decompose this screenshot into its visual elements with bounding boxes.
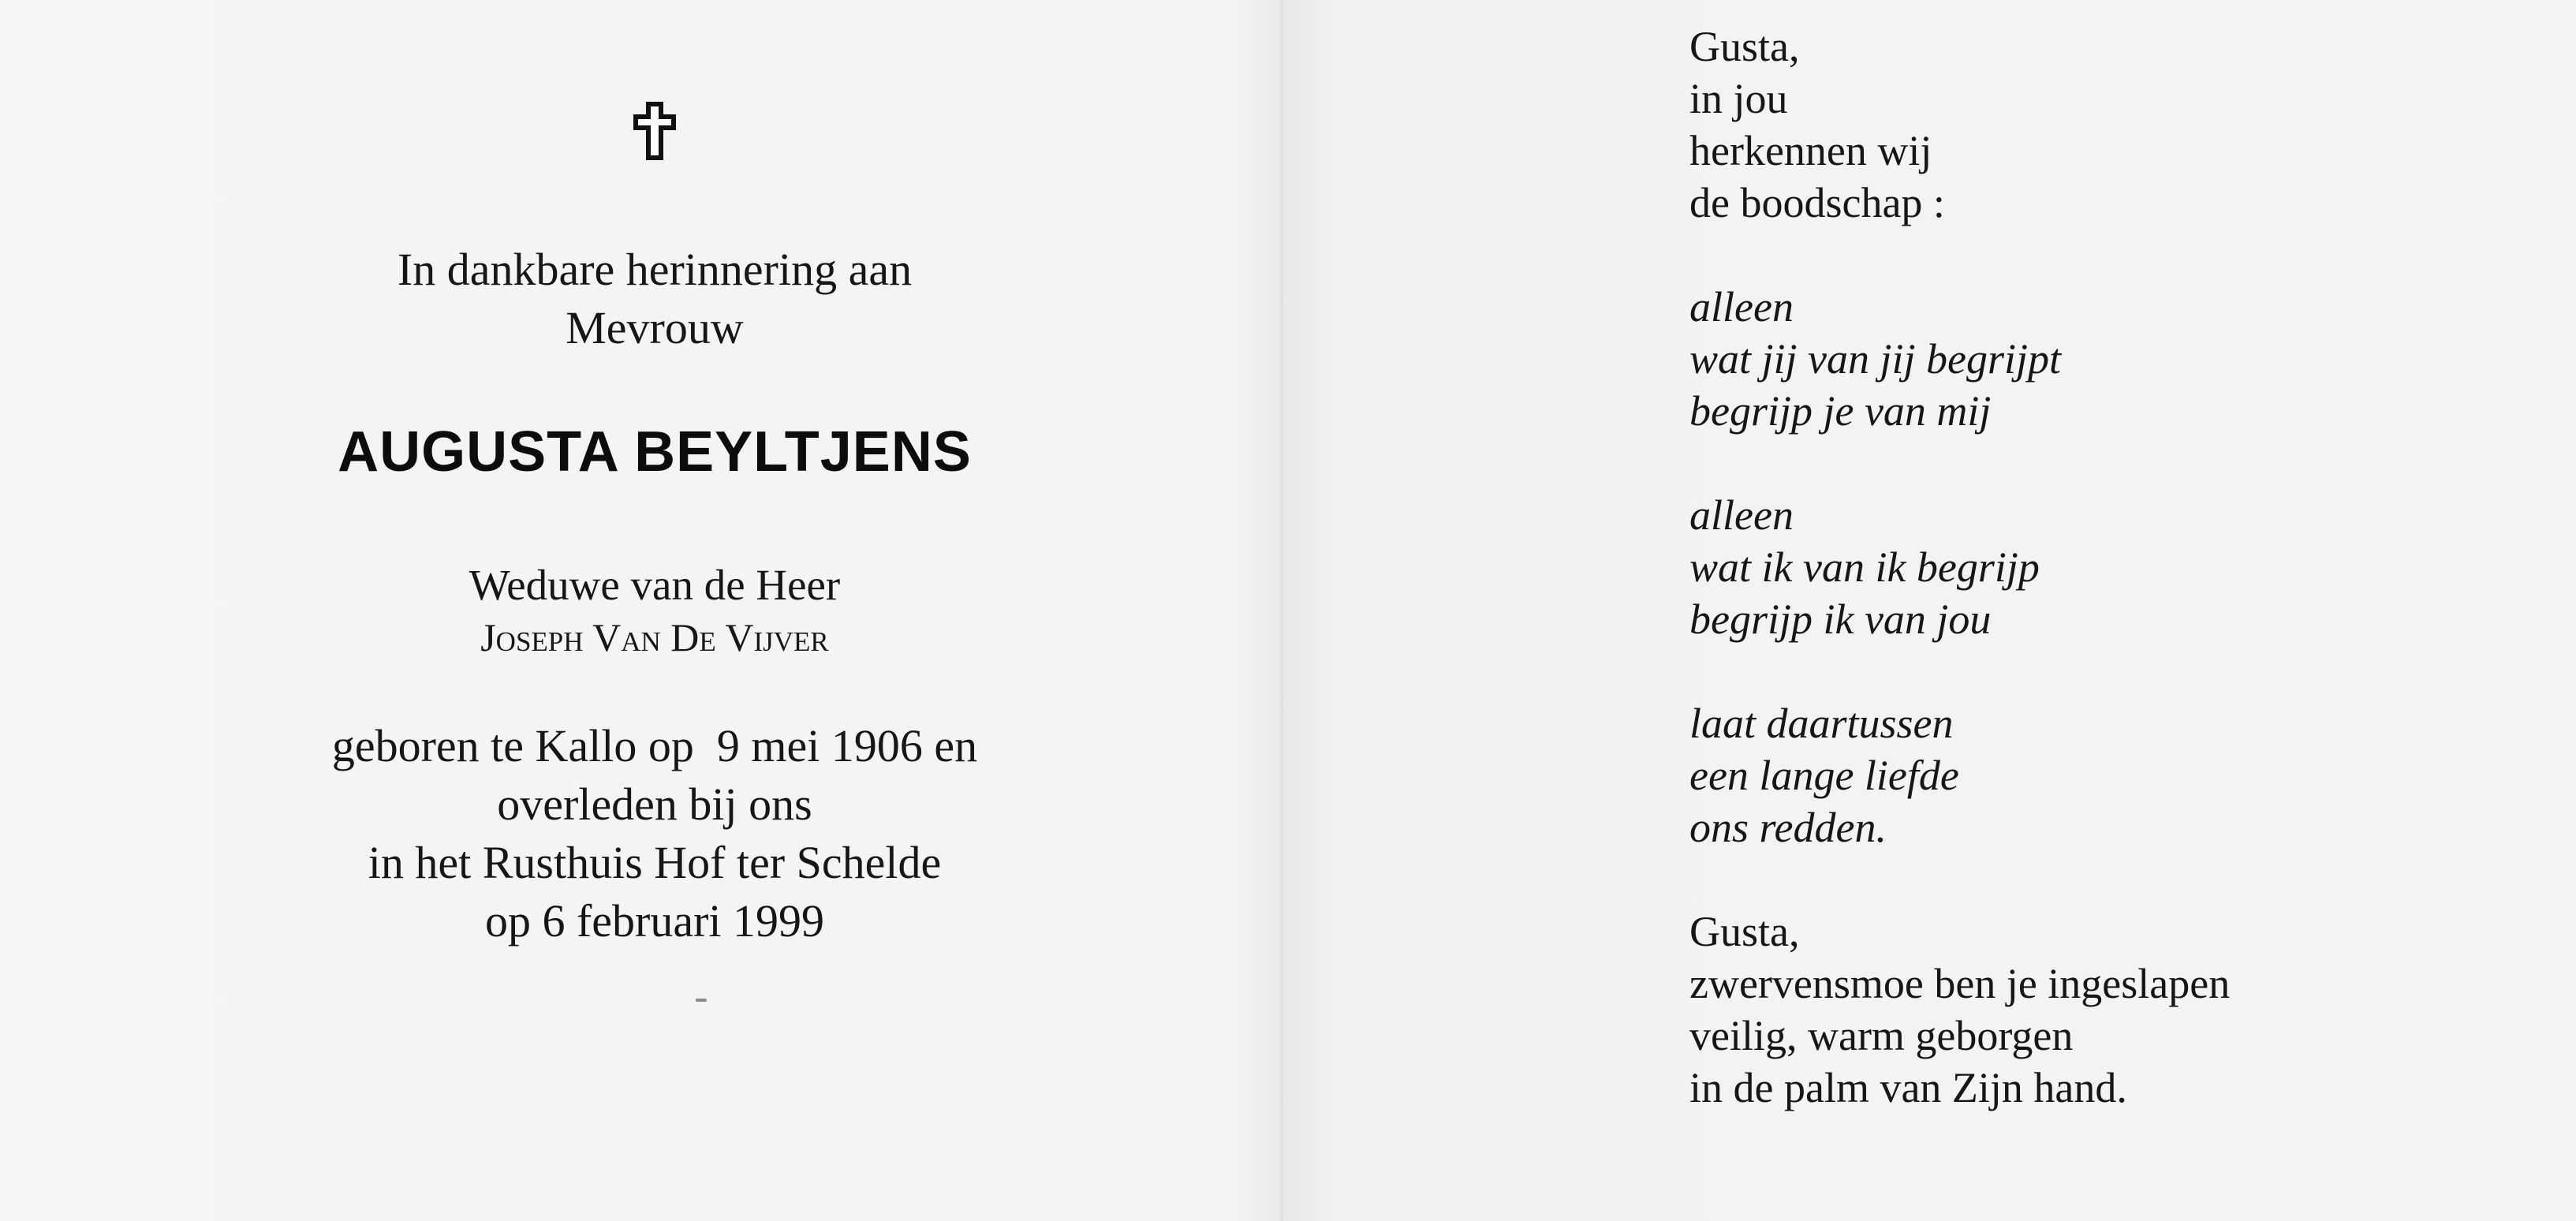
deceased-name: AUGUSTA BEYLTJENS xyxy=(338,420,972,484)
intro-line-1: In dankbare herinnering aan xyxy=(397,244,913,295)
poem-line: de boodschap : xyxy=(1689,179,1945,226)
poem-line: zwervensmoe ben je ingeslapen xyxy=(1689,960,2231,1007)
poem-line: begrijp ik van jou xyxy=(1689,596,1992,643)
death-date-line: op 6 februari 1999 xyxy=(484,895,825,947)
birth-line: geboren te Kallo op 9 mei 1906 en xyxy=(331,720,978,771)
poem-line: herkennen wij xyxy=(1689,127,1932,174)
paper-speck xyxy=(696,999,707,1002)
poem-line: alleen xyxy=(1689,283,1794,330)
poem-line: Gusta, xyxy=(1689,908,1800,955)
poem-line: Gusta, xyxy=(1689,23,1800,70)
poem-line: laat daartussen xyxy=(1689,700,1954,747)
poem-stanza-2 xyxy=(1689,281,2478,437)
cross-icon xyxy=(633,101,677,161)
poem-line: een lange liefde xyxy=(1689,752,1959,799)
widow-line-1: Weduwe van de Heer xyxy=(469,561,841,609)
poem-line: begrijp je van mij xyxy=(1689,387,1992,435)
poem-line: ons redden. xyxy=(1689,804,1887,851)
place-line: in het Rusthuis Hof ter Schelde xyxy=(368,837,942,888)
poem-stanza-4 xyxy=(1689,697,2478,853)
poem-line: alleen xyxy=(1689,491,1794,539)
intro-line-2: Mevrouw xyxy=(566,302,744,353)
poem-line: veilig, warm geborgen xyxy=(1689,1012,2074,1059)
poem xyxy=(1689,21,2478,1166)
poem-stanza-5 xyxy=(1689,905,2478,1114)
death-line: overleden bij ons xyxy=(497,779,812,830)
poem-line: wat ik van ik begrijp xyxy=(1689,543,2040,591)
poem-stanza-3 xyxy=(1689,489,2478,645)
poem-stanza-1 xyxy=(1689,21,2478,229)
poem-line: in jou xyxy=(1689,75,1788,122)
poem-line: wat jij van jij begrijpt xyxy=(1689,335,2061,383)
poem-line: in de palm van Zijn hand. xyxy=(1689,1064,2127,1111)
spouse-name: Joseph Van De Vijver xyxy=(480,615,829,659)
